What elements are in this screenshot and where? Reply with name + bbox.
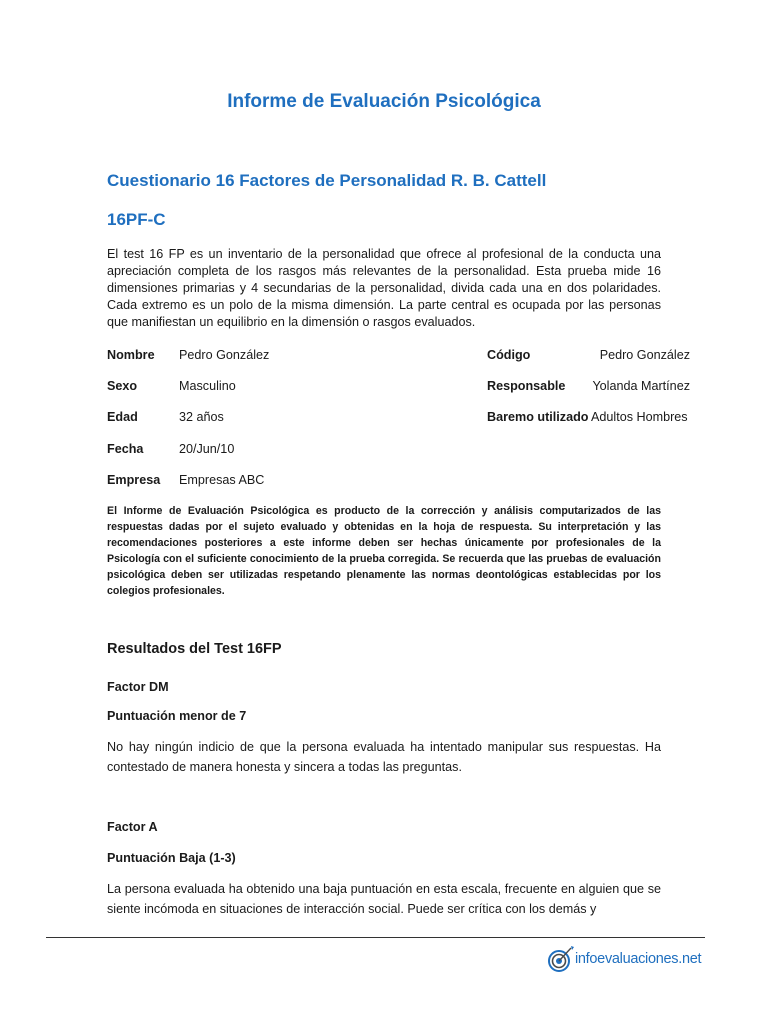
responsable-label: Responsable [487, 379, 566, 393]
nombre-label: Nombre [107, 348, 155, 362]
logo-text: infoevaluaciones.net [575, 951, 702, 967]
factor-a-heading: Factor A [107, 820, 158, 834]
page-title: Informe de Evaluación Psicológica [227, 91, 541, 112]
factor-a-text: La persona evaluada ha obtenido una baja puntuación en esta escala, frecuente en alguien que se siente incómoda en situaciones de interacción social. Puede ser crítica con los demás y [107, 882, 661, 916]
codigo-label: Código [487, 348, 531, 362]
footer-logo [547, 945, 702, 975]
responsable-value: Yolanda Martínez [592, 379, 690, 393]
footer-divider [46, 937, 705, 938]
baremo-value: Adultos Hombres [591, 410, 688, 424]
codigo-value: Pedro González [599, 348, 690, 362]
disclaimer-paragraph: El Informe de Evaluación Psicológica es producto de la corrección y análisis computarizados de las respuestas dadas por el sujeto evaluado y obtenidas en la hoja de respuesta. Su interpretación y las recomendaciones posteriores a este informe deben ser hechas únicamente por profesionales de la Psicología con el suficiente conocimiento de la prueba corregida. Se recuerda que las pruebas de evaluación psicológica deben ser utilizadas respetando plenamente las normas deontológicas establecidas por los colegios profesionales. [107, 505, 661, 597]
factor-dm-score: Puntuación menor de 7 [107, 709, 247, 723]
factor-a-score: Puntuación Baja (1-3) [107, 851, 236, 865]
empresa-label: Empresa [107, 473, 161, 487]
fecha-label: Fecha [107, 442, 144, 456]
target-spiral-icon [547, 945, 575, 975]
sexo-value: Masculino [179, 379, 236, 393]
factor-dm-heading: Factor DM [107, 680, 169, 694]
nombre-value: Pedro González [179, 348, 270, 362]
intro-paragraph: El test 16 FP es un inventario de la personalidad que ofrece al profesional de la conducta una apreciación completa de los rasgos más relevantes de la personalidad. Esta prueba mide 16 dimensiones primarias y 4 secundarias de la personalidad, divida cada una en dos polaridades. Cada extremo es un polo de la misma dimensión. La parte central es ocupada por las personas que manifiestan un equilibrio en la dimensión o rasgos evaluados. [107, 247, 661, 329]
edad-value: 32 años [179, 410, 224, 424]
empresa-value: Empresas ABC [179, 473, 265, 487]
factor-dm-text: No hay ningún indicio de que la persona evaluada ha intentado manipular sus respuestas. Ha contestado de manera honesta y sincera a todas las preguntas. [107, 740, 661, 774]
test-code: 16PF-C [107, 210, 166, 229]
fecha-value: 20/Jun/10 [179, 442, 235, 456]
baremo-label: Baremo utilizado [487, 410, 589, 424]
results-heading: Resultados del Test 16FP [107, 641, 282, 657]
test-subtitle: Cuestionario 16 Factores de Personalidad R. B. Cattell [107, 171, 547, 190]
edad-label: Edad [107, 410, 138, 424]
sexo-label: Sexo [107, 379, 138, 393]
